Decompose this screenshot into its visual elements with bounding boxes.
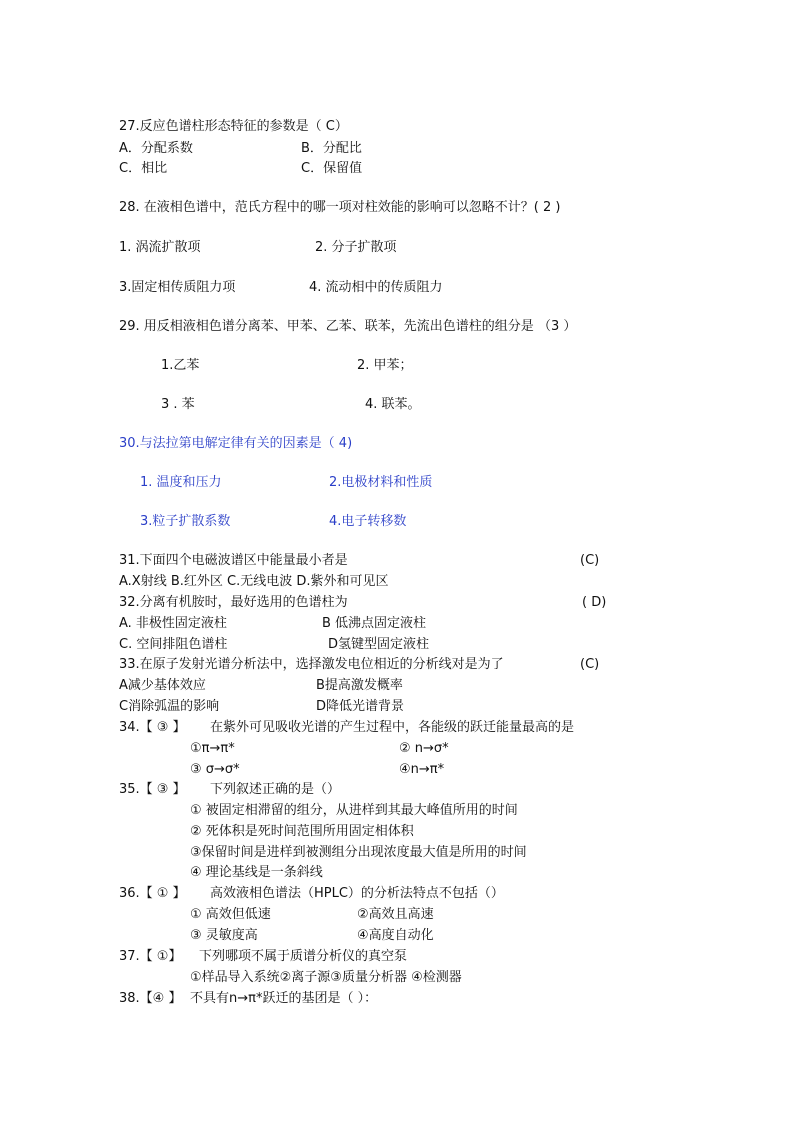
q33-option-a: A减少基体效应 xyxy=(119,678,206,693)
q27-option-b: B．分配比 xyxy=(301,141,362,156)
q28-option-3: 3.固定相传质阻力项 xyxy=(119,280,236,295)
q30-option-3: 3.粒子扩散系数 xyxy=(140,514,231,529)
q29-option-1: 1.乙苯 xyxy=(161,358,200,373)
q36-option-4: ④高度自动化 xyxy=(357,928,434,943)
q28-option-1: 1. 涡流扩散项 xyxy=(119,240,201,255)
q36-prefix: 36.【 ① 】 xyxy=(119,886,186,901)
q29-option-2: 2. 甲苯； xyxy=(357,358,413,373)
q33-option-d: D降低光谱背景 xyxy=(316,699,405,714)
q29-stem: 29. 用反相液相色谱分离苯、甲苯、乙苯、联苯，先流出色谱柱的组分是 （3 ） xyxy=(119,319,577,334)
q27-option-a: A．分配系数 xyxy=(119,141,193,156)
q35-option-4: ④ 理论基线是一条斜线 xyxy=(190,865,323,880)
q34-option-1: ①π→π* xyxy=(190,741,235,756)
q29-option-3: 3 . 苯 xyxy=(161,397,195,412)
q28-option-2: 2. 分子扩散项 xyxy=(315,240,397,255)
q35-stem: 下列叙述正确的是（） xyxy=(210,782,341,797)
q27-stem: 27.反应色谱柱形态特征的参数是（ C） xyxy=(119,119,348,134)
q29-option-4: 4. 联苯。 xyxy=(365,397,421,412)
q34-option-2: ② n→σ* xyxy=(399,741,449,756)
q31-stem: 31.下面四个电磁波谱区中能量最小者是 xyxy=(119,553,348,568)
q37-options: ①样品导入系统②离子源③质量分析器 ④检测器 xyxy=(190,970,462,985)
q32-stem: 32.分离有机胺时，最好选用的色谱柱为 xyxy=(119,595,348,610)
q35-option-2: ② 死体积是死时间范围所用固定相体积 xyxy=(190,824,414,839)
q30-option-2: 2.电极材料和性质 xyxy=(329,475,433,490)
q35-option-3: ③保留时间是进样到被测组分出现浓度最大值是所用的时间 xyxy=(190,845,527,860)
q33-option-c: C消除弧温的影响 xyxy=(119,699,220,714)
q35-option-1: ① 被固定相滞留的组分，从进样到其最大峰值所用的时间 xyxy=(190,803,518,818)
q34-prefix: 34.【 ③ 】 xyxy=(119,720,186,735)
q38-stem: 不具有n→π*跃迁的基团是（ ）： xyxy=(190,991,378,1006)
q34-stem: 在紫外可见吸收光谱的产生过程中，各能级的跃迁能量最高的是 xyxy=(210,720,575,735)
q36-option-1: ① 高效但低速 xyxy=(190,907,271,922)
q36-option-3: ③ 灵敏度高 xyxy=(190,928,258,943)
q28-stem: 28. 在液相色谱中，范氏方程中的哪一项对柱效能的影响可以忽略不计？( 2 ) xyxy=(119,200,561,215)
q32-option-b: B 低沸点固定液柱 xyxy=(322,616,427,631)
q27-option-d: C．保留值 xyxy=(301,161,363,176)
q37-prefix: 37.【 ①】 xyxy=(119,949,182,964)
q34-option-4: ④n→π* xyxy=(399,762,445,777)
q32-answer: ( D) xyxy=(582,595,607,610)
q31-options: A.X射线 B.红外区 C.无线电波 D.紫外和可见区 xyxy=(119,574,389,589)
q33-option-b: B提高激发概率 xyxy=(316,678,403,693)
q34-option-3: ③ σ→σ* xyxy=(190,762,240,777)
q35-prefix: 35.【 ③ 】 xyxy=(119,782,186,797)
q38-prefix: 38.【④ 】 xyxy=(119,991,182,1006)
q33-answer: (C) xyxy=(580,657,600,672)
q36-stem: 高效液相色谱法（HPLC）的分析法特点不包括（） xyxy=(210,886,504,901)
q32-option-d: D氢键型固定液柱 xyxy=(328,637,430,652)
q36-option-2: ②高效且高速 xyxy=(357,907,434,922)
q28-option-4: 4. 流动相中的传质阻力 xyxy=(309,280,443,295)
q32-option-a: A. 非极性固定液柱 xyxy=(119,616,227,631)
q30-option-4: 4.电子转移数 xyxy=(329,514,407,529)
q27-option-c: C．相比 xyxy=(119,161,168,176)
q33-stem: 33.在原子发射光谱分析法中，选择激发电位相近的分析线对是为了 xyxy=(119,657,504,672)
q30-option-1: 1. 温度和压力 xyxy=(140,475,222,490)
q30-stem: 30.与法拉第电解定律有关的因素是（ 4) xyxy=(119,436,353,451)
q31-answer: (C) xyxy=(580,553,600,568)
q37-stem: 下列哪项不属于质谱分析仪的真空泵 xyxy=(199,949,408,964)
q32-option-c: C. 空间排阻色谱柱 xyxy=(119,637,228,652)
